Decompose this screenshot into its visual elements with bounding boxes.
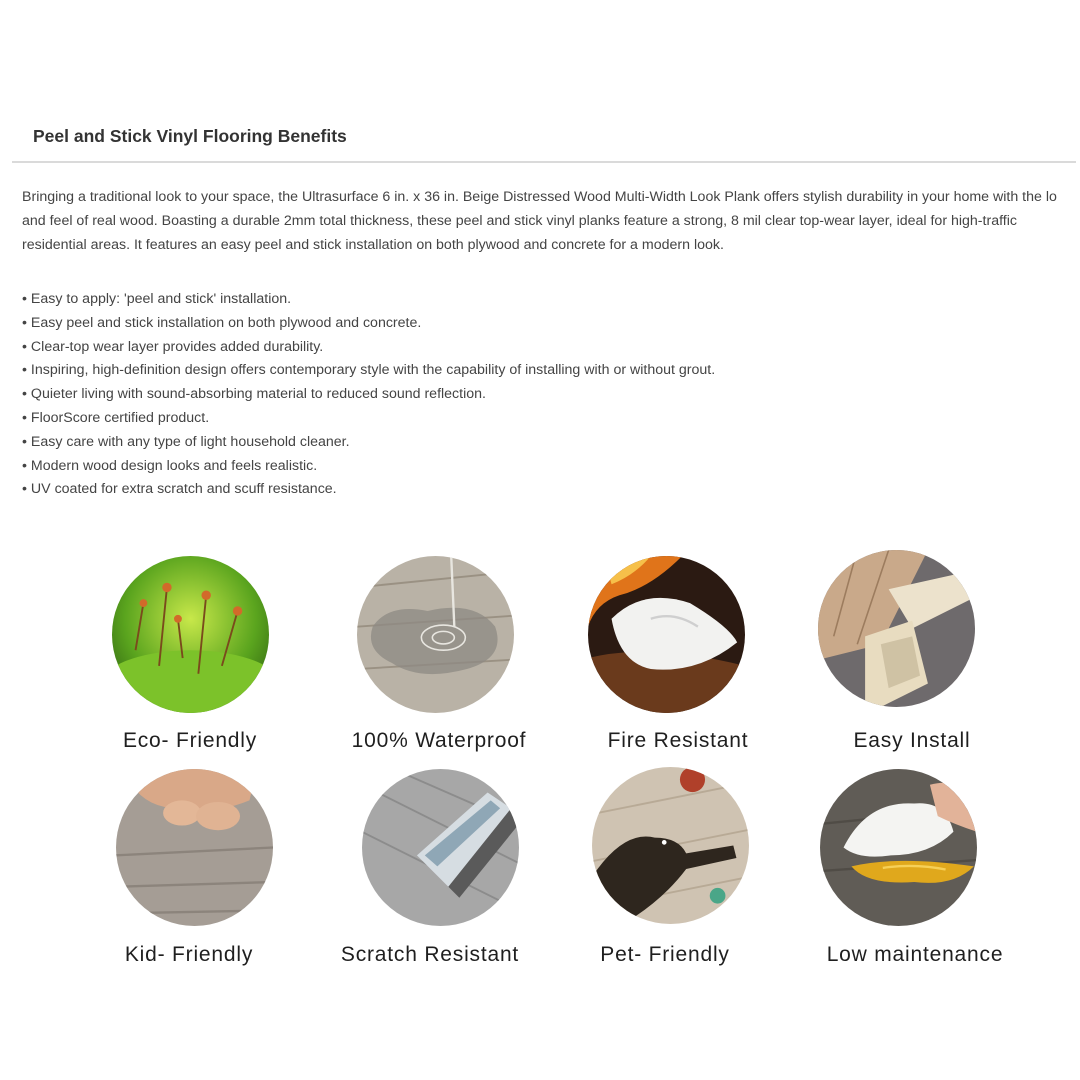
benefit-item: • Easy to apply: 'peel and stick' installation.	[22, 288, 715, 312]
easy-install-image	[818, 550, 975, 707]
section-title: Peel and Stick Vinyl Flooring Benefits	[33, 126, 347, 146]
benefit-item: • Easy peel and stick installation on both plywood and concrete.	[22, 312, 715, 336]
kid-friendly-image	[116, 769, 273, 926]
feature-label: Eco- Friendly	[122, 729, 258, 752]
title-divider	[12, 161, 1076, 163]
eco-friendly-image	[112, 556, 269, 713]
benefit-item: • FloorScore certified product.	[22, 407, 715, 431]
fire-resistant-image	[588, 556, 745, 713]
scratch-resistant-image	[362, 769, 519, 926]
benefit-item: • Modern wood design looks and feels realistic.	[22, 455, 715, 479]
description-line: Bringing a traditional look to your space, the Ultrasurface 6 in. x 36 in. Beige Distressed Wood Multi-Width Look Plank offers stylish durability in your home with the lo	[22, 189, 1057, 205]
waterproof-image	[357, 556, 514, 713]
benefit-item: • Easy care with any type of light household cleaner.	[22, 431, 715, 455]
benefit-item: • Quieter living with sound-absorbing material to reduced sound reflection.	[22, 383, 715, 407]
feature-label: Low maintenance	[826, 943, 1004, 966]
feature-label: Fire Resistant	[607, 729, 749, 752]
pet-friendly-image	[592, 767, 749, 924]
description	[22, 185, 1080, 257]
description-line: residential areas. It features an easy peel and stick installation on both plywood and concrete for a modern look.	[22, 237, 724, 253]
feature-label: Pet- Friendly	[600, 943, 730, 966]
feature-label: Scratch Resistant	[340, 943, 520, 966]
benefit-item: • Clear-top wear layer provides added durability.	[22, 336, 715, 360]
feature-label: Kid- Friendly	[124, 943, 254, 966]
benefit-list	[22, 288, 715, 502]
feature-label: 100% Waterproof	[351, 729, 527, 752]
feature-label: Easy Install	[853, 729, 971, 752]
benefit-item: • Inspiring, high-definition design offers contemporary style with the capability of installing with or without grout.	[22, 359, 715, 383]
low-maintenance-image	[820, 769, 977, 926]
benefit-item: • UV coated for extra scratch and scuff resistance.	[22, 478, 715, 502]
description-line: and feel of real wood. Boasting a durable 2mm total thickness, these peel and stick vinyl planks feature a strong, 8 mil clear top-wear layer, ideal for high-traffic	[22, 213, 1017, 229]
